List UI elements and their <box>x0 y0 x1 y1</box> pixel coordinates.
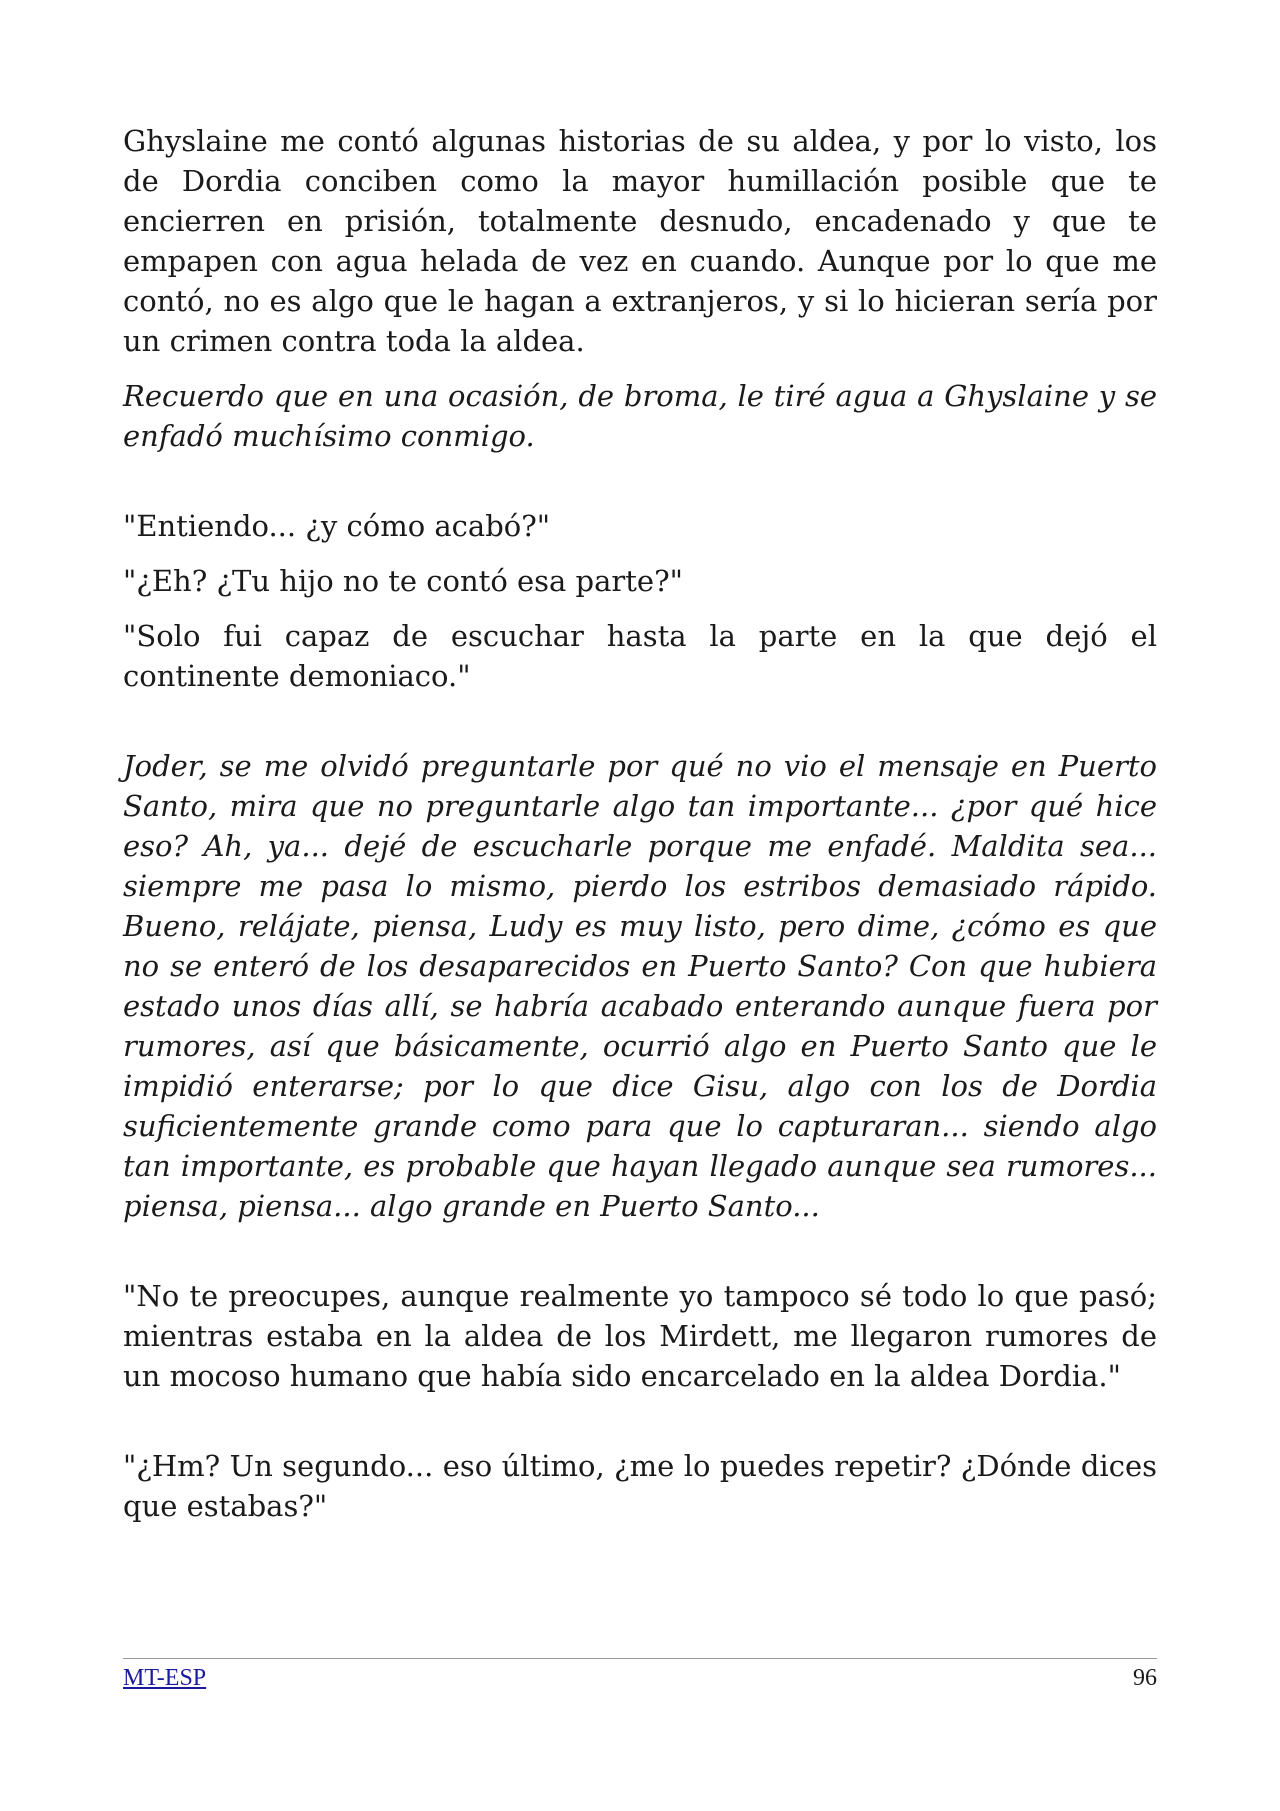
paragraph-dialogue: "¿Eh? ¿Tu hijo no te contó esa parte?" <box>123 564 683 598</box>
page-number: 96 <box>1133 1665 1157 1691</box>
paragraph-dialogue: "No te preocupes, aunque realmente yo tampoco sé todo lo que pasó; mientras estaba en la aldea de los Mirdett, me llegaron rumores de un mocoso humano que había sido encarcelado en la aldea Dordia." <box>123 1279 1157 1393</box>
paragraph: Ghyslaine me contó algunas historias de su aldea, y por lo visto, los de Dordia conciben como la mayor humillación posible que te encierren en prisión, totalmente desnudo, encadenado y que te empapen con agua helada de vez en cuando. Aunque por lo que me contó, no es algo que le hagan a extranjeros, y si lo hicieran sería por un crimen contra toda la aldea. <box>123 124 1157 358</box>
paragraph-thought: Recuerdo que en una ocasión, de broma, le tiré agua a Ghyslaine y se enfadó muchísimo conmigo. <box>123 379 1157 453</box>
paragraph-thought: Joder, se me olvidó preguntarle por qué no vio el mensaje en Puerto Santo, mira que no preguntarle algo tan importante... ¿por qué hice eso? Ah, ya... dejé de escucharle porque me enfadé. Maldita sea... siempre me pasa lo mismo, pierdo los estribos demasiado rápido. Bueno, relájate, piensa, Ludy es muy listo, pero dime, ¿cómo es que no se enteró de los desaparecidos en Puerto Santo? Con que hubiera estado unos días allí, se habría acabado enterando aunque fuera por rumores, así que básicamente, ocurrió algo en Puerto Santo que le impidió enterarse; por lo que dice Gisu, algo con los de Dordia suficientemente grande como para que lo capturaran... siendo algo tan importante, es probable que hayan llegado aunque sea rumores... piensa, piensa... algo grande en Puerto Santo... <box>123 749 1157 1223</box>
paragraph-dialogue: "Solo fui capaz de escuchar hasta la parte en la que dejó el continente demoniaco." <box>123 619 1157 693</box>
paragraph-dialogue: "¿Hm? Un segundo... eso último, ¿me lo puedes repetir? ¿Dónde dices que estabas?" <box>123 1449 1157 1523</box>
page-footer <box>123 1658 1157 1693</box>
document-body <box>123 121 1157 1526</box>
footer-link[interactable]: MT-ESP <box>123 1665 207 1691</box>
paragraph-dialogue: "Entiendo... ¿y cómo acabó?" <box>123 509 551 543</box>
